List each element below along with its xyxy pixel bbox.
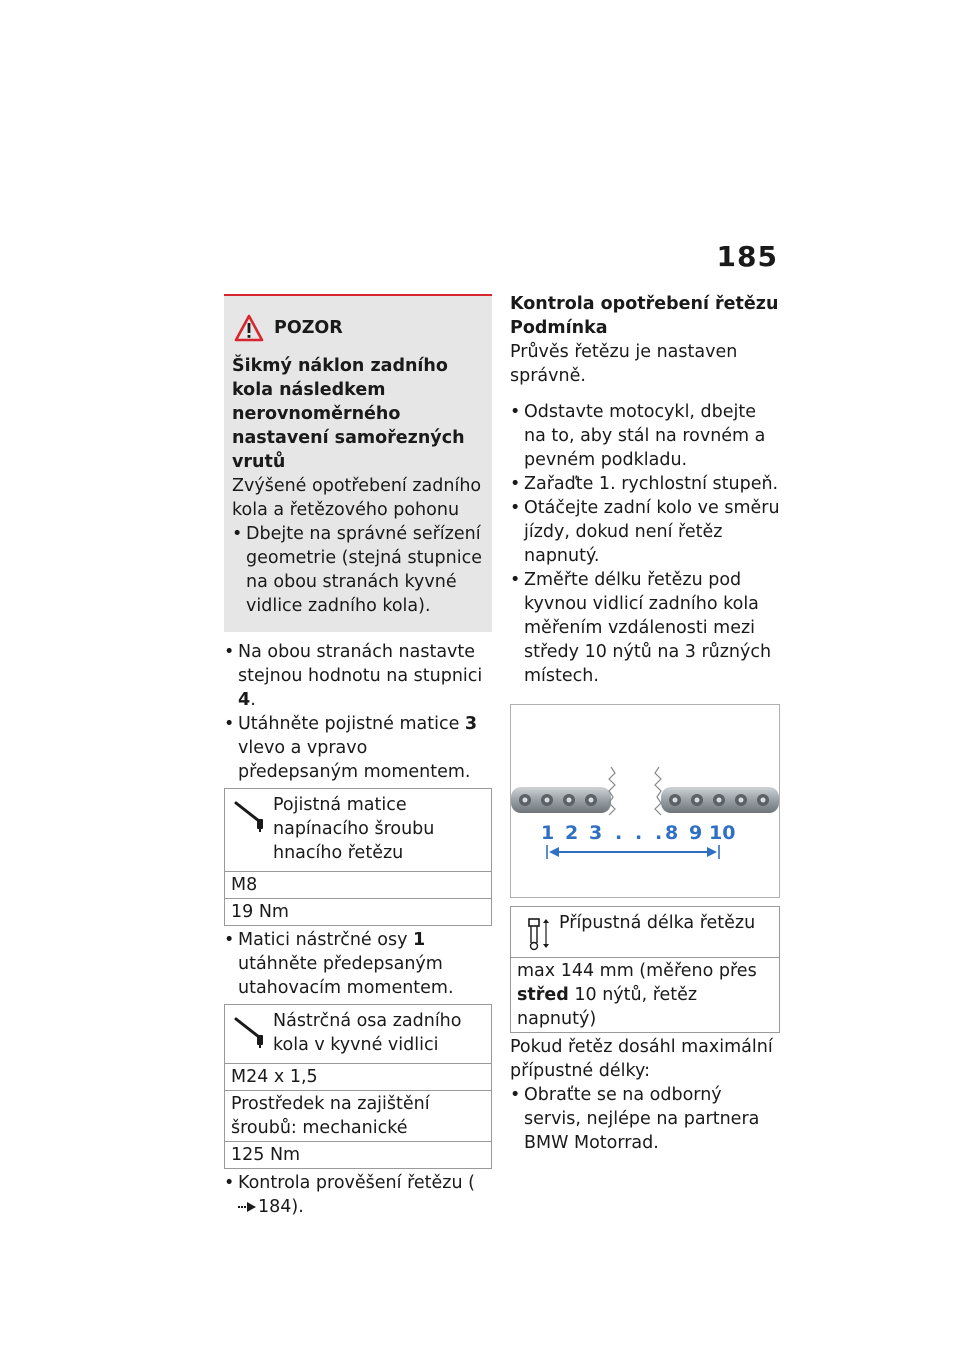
- step-text: Kontrola prověšení řetězu (: [238, 1173, 475, 1193]
- figure-label: .: [635, 822, 643, 844]
- step-item: [224, 1171, 492, 1219]
- page-reference-arrow-icon: [238, 1201, 258, 1213]
- chain-measurement-figure: [510, 704, 780, 898]
- steps-list-a: [224, 640, 492, 784]
- dimension-arrow: [547, 845, 719, 859]
- spec-title: Přípustná délka řetězu: [559, 913, 756, 933]
- figure-label: 3: [589, 822, 603, 844]
- step-text: utáhněte předepsaným utahovacím momentem.: [238, 954, 454, 998]
- figure-label: 8: [665, 822, 679, 844]
- warning-header: [232, 314, 484, 342]
- step-item: [224, 712, 492, 784]
- step-ref-number: 4: [238, 690, 251, 710]
- spec-header: [225, 1005, 491, 1064]
- spec-table-chain-length: [510, 906, 780, 1033]
- step-text: Na obou stranách nastavte stejnou hodnotu na stupnici: [238, 642, 483, 686]
- warning-text: Zvýšené opotřebení zadního kola a řetězového pohonu: [232, 476, 482, 520]
- spec-row: M24 x 1,5: [225, 1064, 491, 1091]
- spec-header: [225, 789, 491, 872]
- page-reference[interactable]: 184).: [258, 1197, 304, 1217]
- step-item: [224, 640, 492, 712]
- chain-segment-right: [661, 787, 779, 813]
- warning-bullet: • Dbejte na správné seřízení geometrie (stejná stupnice na obou stranách kyvné vidlice zadního kola).: [232, 522, 484, 618]
- page-number: 185: [716, 240, 778, 273]
- spec-row: M8: [225, 872, 491, 899]
- caliper-measure-icon: [519, 917, 553, 951]
- warning-heading: POZOR: [274, 318, 343, 338]
- torque-wrench-icon: [233, 799, 267, 833]
- spec-title: Nástrčná osa zadního kola v kyvné vidlici: [273, 1011, 462, 1055]
- warning-title: Šikmý náklon zadního kola následkem nerovnoměrného nastavení samořezných vrutů: [232, 356, 465, 472]
- figure-label: 9: [689, 822, 703, 844]
- step-ref-number: 1: [412, 930, 426, 950]
- torque-wrench-icon: [233, 1015, 267, 1049]
- step-text: Matici nástrčné osy: [238, 930, 413, 950]
- spec-header: [511, 907, 779, 958]
- section-heading: Kontrola opotřebení řetězu: [510, 294, 779, 314]
- spec-value: max 144 mm (měřeno přes: [517, 961, 757, 981]
- figure-label: .: [615, 822, 623, 844]
- steps-list-right: [510, 400, 780, 688]
- left-column: [224, 294, 492, 1219]
- chain-segment-left: [511, 787, 611, 813]
- spec-table-axle: [224, 1004, 492, 1169]
- step-item: [224, 928, 492, 1000]
- chain-illustration: [511, 705, 779, 897]
- figure-label: .: [655, 822, 663, 844]
- step-item: • Obraťte se na odborný servis, nejlépe na partnera BMW Motorrad.: [510, 1083, 780, 1155]
- spec-value-bold: střed: [517, 985, 569, 1005]
- steps-list-c: [224, 1171, 492, 1219]
- condition-text: Průvěs řetězu je nastaven správně.: [510, 342, 738, 386]
- warning-box: [224, 294, 492, 632]
- warning-triangle-icon: [234, 314, 264, 342]
- step-text: vlevo a vpravo předepsaným momentem.: [238, 738, 471, 782]
- step-text: .: [250, 690, 256, 710]
- steps-list-b: [224, 928, 492, 1000]
- break-mark-right: [655, 767, 661, 815]
- spec-table-locknut: [224, 788, 492, 926]
- right-column: [510, 292, 780, 1155]
- spec-title: Pojistná matice napínacího šroubu hnacího řetězu: [273, 795, 435, 863]
- spec-row: Prostředek na zajištění šroubů: mechanické: [225, 1091, 491, 1142]
- step-item: • Odstavte motocykl, dbejte na to, aby stál na rovném a pevném podkladu.: [510, 400, 780, 472]
- warning-list: [232, 522, 484, 618]
- spec-row: 125 Nm: [231, 1145, 301, 1165]
- figure-label: 1: [541, 822, 555, 844]
- spec-row: [511, 958, 779, 1032]
- step-item: • Změřte délku řetězu pod kyvnou vidlicí zadního kola měřením vzdálenosti mezi středy 10 nýtů na 3 různých místech.: [510, 568, 780, 688]
- followup-text: Pokud řetěz dosáhl maximální přípustné délky:: [510, 1037, 773, 1081]
- figure-label: 10: [709, 822, 736, 844]
- spec-row: 19 Nm: [231, 902, 289, 922]
- final-steps-list: [510, 1083, 780, 1155]
- step-text: Utáhněte pojistné matice: [238, 714, 465, 734]
- subheading-condition: Podmínka: [510, 318, 608, 338]
- spec-value: 10 nýtů, řetěz napnutý): [517, 985, 698, 1029]
- break-mark-left: [609, 767, 615, 815]
- step-item: • Otáčejte zadní kolo ve směru jízdy, dokud není řetěz napnutý.: [510, 496, 780, 568]
- step-item: • Zařaďte 1. rychlostní stupeň.: [510, 472, 780, 496]
- figure-label: 2: [565, 822, 579, 844]
- step-ref-number: 3: [464, 714, 478, 734]
